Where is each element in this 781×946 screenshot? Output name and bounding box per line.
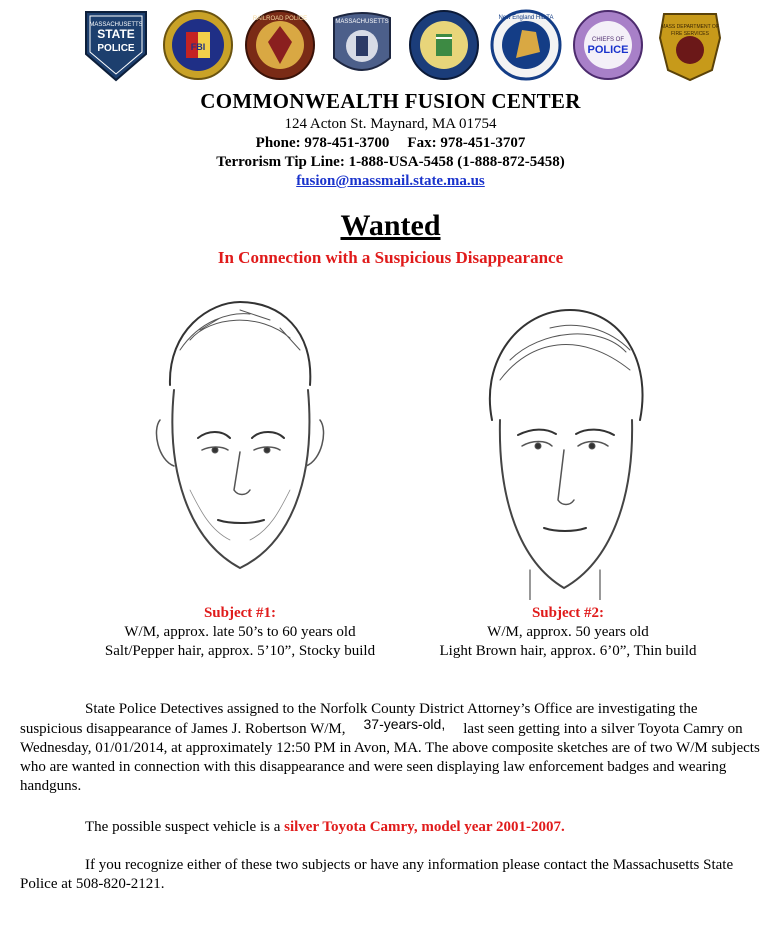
- svg-text:POLICE: POLICE: [97, 43, 135, 54]
- svg-text:MASS DEPARTMENT OF: MASS DEPARTMENT OF: [661, 24, 719, 30]
- fax-number: Fax: 978-451-3707: [407, 135, 526, 151]
- contact-text: If you recognize either of these two subjects or have any information please contact the Massachusetts State Police at 508-820-2121.: [20, 857, 734, 892]
- fbi-seal-icon: [162, 8, 234, 82]
- svg-text:FIRE SERVICES: FIRE SERVICES: [671, 31, 709, 37]
- svg-text:RAILROAD POLICE: RAILROAD POLICE: [252, 16, 308, 22]
- subject-2-label: Subject #2:: [531, 605, 605, 621]
- subject-1-composite-sketch: [130, 290, 350, 590]
- subject-2-description: [378, 604, 758, 661]
- wanted-title: Wanted: [340, 209, 441, 242]
- massachusetts-badge-icon: [326, 8, 398, 82]
- vehicle-intro: The possible suspect vehicle is a: [85, 819, 281, 835]
- svg-text:MASSACHUSETTS: MASSACHUSETTS: [89, 22, 143, 28]
- subject-1-label: Subject #1:: [203, 605, 277, 621]
- investigation-paragraph: [20, 700, 760, 796]
- fire-services-badge-icon: [654, 8, 726, 82]
- svg-text:MASSACHUSETTS: MASSACHUSETTS: [335, 19, 389, 25]
- phone-number: Phone: 978-451-3700: [255, 135, 390, 151]
- paragraph-1-end: last seen getting into a silver Toyota Camry on Wednesday, 01/01/2014, at approximately 12:50 PM in Avon, MA. The above composite sketches are of two W/M subjects who are wanted in connection with this disappearance and were seen displaying law enforcement badges and wearing handguns.: [20, 721, 760, 794]
- chiefs-of-police-seal-icon: [572, 8, 644, 82]
- vehicle-paragraph: [20, 818, 760, 837]
- terrorism-tip-line: Terrorism Tip Line: 1-888-USA-5458 (1-888-872-5458): [216, 154, 565, 170]
- paragraph-1-start: State Police Detectives assigned to the Norfolk County District Attorney’s Office are investigating the suspicious disappearance of James J. Robertson W/M,: [20, 701, 698, 737]
- new-england-hidta-seal-icon: [490, 8, 562, 82]
- organization-address: 124 Acton St. Maynard, MA 01754: [284, 116, 497, 132]
- victim-age-typed: 37-years-old,: [363, 716, 446, 732]
- subject-2-composite-sketch: [460, 300, 670, 600]
- svg-text:FBI: FBI: [190, 42, 206, 52]
- svg-text:STATE: STATE: [97, 27, 135, 41]
- vehicle-description: silver Toyota Camry, model year 2001-2007.: [284, 819, 565, 835]
- svg-text:POLICE: POLICE: [587, 44, 629, 56]
- organization-name: COMMONWEALTH FUSION CENTER: [200, 89, 581, 113]
- subject-1-description: [50, 604, 430, 661]
- railroad-police-seal-icon: [244, 8, 316, 82]
- email-link[interactable]: fusion@massmail.state.ma.us: [296, 173, 485, 189]
- agency-seals-row: [80, 8, 730, 88]
- phone-fax-line: [0, 134, 781, 153]
- contact-paragraph: [20, 856, 760, 894]
- subject-1-appearance: Salt/Pepper hair, approx. 5’10”, Stocky build: [104, 643, 376, 659]
- subject-1-age: W/M, approx. late 50’s to 60 years old: [124, 624, 356, 640]
- subject-2-age: W/M, approx. 50 years old: [487, 624, 649, 640]
- atf-seal-icon: [408, 8, 480, 82]
- subject-2-appearance: Light Brown hair, approx. 6’0”, Thin build: [439, 643, 697, 659]
- svg-text:New England HIDTA: New England HIDTA: [498, 15, 554, 21]
- massachusetts-state-police-patch-icon: [80, 8, 152, 82]
- wanted-subheading: In Connection with a Suspicious Disappearance: [217, 248, 564, 267]
- letterhead: [0, 90, 781, 191]
- svg-text:CHIEFS OF: CHIEFS OF: [591, 37, 625, 43]
